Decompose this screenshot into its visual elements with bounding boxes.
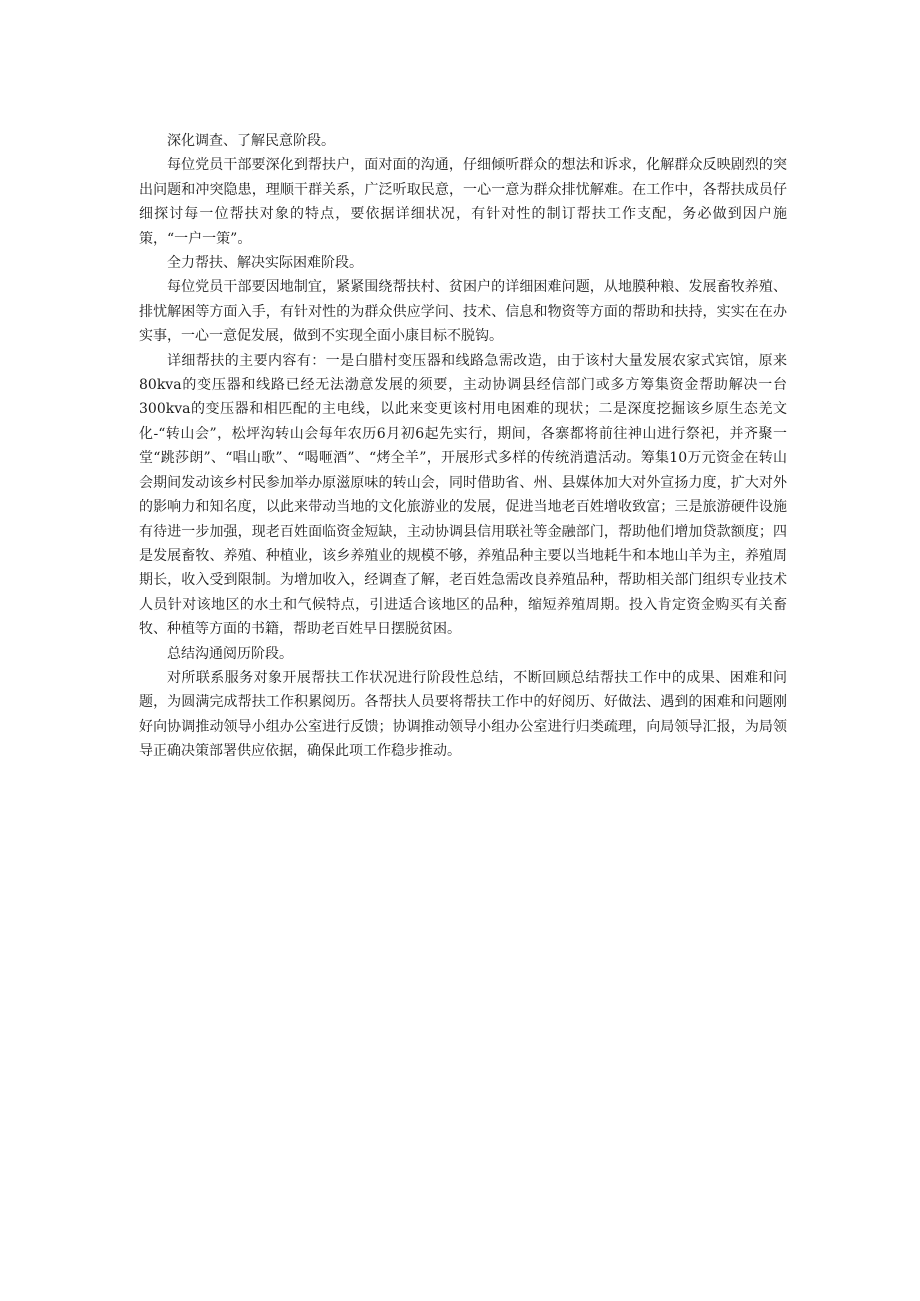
paragraph-summary: 对所联系服务对象开展帮扶工作状况进行阶段性总结，不断回顾总结帮扶工作中的成果、困难和问题，为圆满完成帮扶工作积累阅历。各帮扶人员要将帮扶工作中的好阅历、好做法、遇到的困难和问题刚好向协调推动领导小组办公室进行反馈；协调推动领导小组办公室进行归类疏理，向局领导汇报，为局领导正确决策部署供应依据，确保此项工作稳步推动。 — [139, 669, 787, 760]
section-heading-summary: 总结沟通阅历阶段。 — [167, 645, 293, 662]
paragraph-assistance: 每位党员干部要因地制宜，紧紧围绕帮扶村、贫困户的详细困难问题，从地膜种粮、发展畜牧养殖、排忧解困等方面入手，有针对性的为群众供应学问、技术、信息和物资等方面的帮助和扶持，实实在在办实事，一心一意促发展，做到不实现全面小康目标不脱钩。 — [139, 279, 787, 345]
document-body — [139, 129, 787, 764]
section-heading-assistance: 全力帮扶、解决实际困难阶段。 — [167, 255, 363, 272]
section-heading-investigation: 深化调查、了解民意阶段。 — [167, 133, 335, 149]
paragraph-investigation: 每位党员干部要深化到帮扶户，面对面的沟通，仔细倾听群众的想法和诉求，化解群众反映剧烈的突出问题和冲突隐患，理顺干群关系，广泛听取民意，一心一意为群众排忧解难。在工作中，各帮扶成员仔细探讨每一位帮扶对象的特点，要依据详细状况，有针对性的制订帮扶工作支配，务必做到因户施策，“一户一策”。 — [139, 157, 787, 247]
paragraph-assistance-details: 详细帮扶的主要内容有：一是白腊村变压器和线路急需改造，由于该村大量发展农家式宾馆，原来80kva的变压器和线路已经无法渤意发展的须要，主动协调县经信部门或多方筹集资金帮助解决一台300kva的变压器和相匹配的主电线，以此来变更该村用电困难的现状；二是深度挖掘该乡原生态羌文化-“转山会”，松坪沟转山会每年农历6月初6起先实行，期间，各寨都将前往神山进行祭祀，并齐聚一堂“跳莎朗”、“唱山歌”、“喝咂酒”、“烤全羊”，开展形式多样的传统消遣活动。筹集10万元资金在转山会期间发动该乡村民参加举办原滋原味的转山会，同时借助省、州、县媒体加大对外宣扬力度，扩大对外的影响力和知名度，以此来带动当地的文化旅游业的发展，促进当地老百姓增收致富；三是旅游硬件设施有待进一步加强，现老百姓面临资金短缺，主动协调县信用联社等金融部门，帮助他们增加贷款额度；四是发展畜牧、养殖、种植业，该乡养殖业的规模不够，养殖品种主要以当地耗牛和本地山羊为主，养殖周期长，收入受到限制。为增加收入，经调查了解，老百姓急需改良养殖品种，帮助相关部门组织专业技术人员针对该地区的水土和气候特点，引进适合该地区的品种，缩短养殖周期。投入肯定资金购买有关畜牧、种植等方面的书籍，帮助老百姓早日摆脱贫困。 — [139, 352, 787, 638]
